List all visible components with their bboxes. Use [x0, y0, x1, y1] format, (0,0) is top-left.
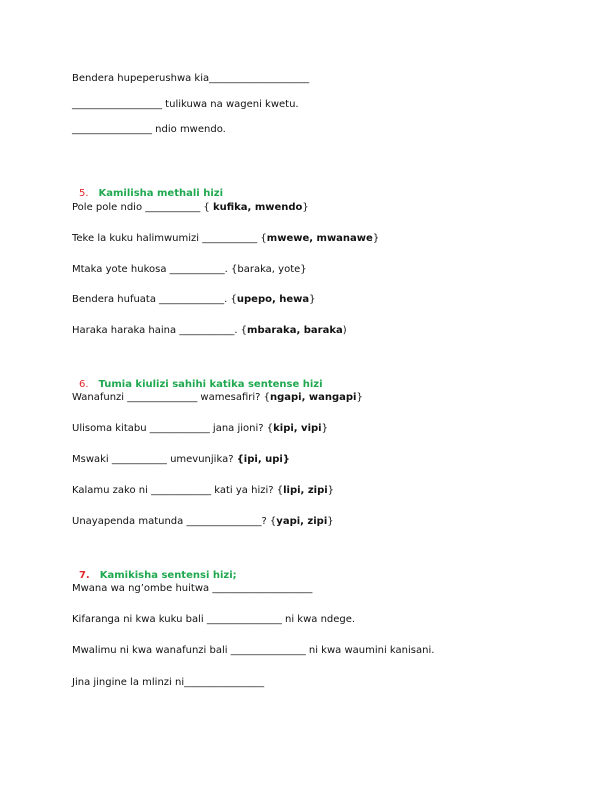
- section-5-item-5: Haraka haraka haina ___________. {mbaraka, baraka): [72, 325, 347, 336]
- section-7-item-3: Mwalimu ni kwa wanafunzi bali _______________ ni kwa waumini kanisani.: [72, 645, 435, 656]
- section-5-title: Kamilisha methali hizi: [98, 188, 223, 199]
- section-5-item-3: Mtaka yote hukosa ___________. {baraka, yote}: [72, 264, 307, 275]
- section-6-item-2: Ulisoma kitabu ____________ jana jioni? {kipi, vipi}: [72, 423, 328, 434]
- section-7-item-2: Kifaranga ni kwa kuku bali _______________ ni kwa ndege.: [72, 614, 356, 625]
- answer-options: lipi, zipi: [283, 485, 328, 496]
- section-6-heading: [72, 367, 323, 391]
- section-7-number: 7.: [78, 570, 90, 581]
- answer-options: upepo, hewa: [236, 294, 310, 305]
- section-5-item-1: Pole pole ndio ___________ { kufika, mwendo}: [72, 202, 309, 213]
- answer-options: yapi, zipi: [276, 516, 328, 527]
- section-5-item-2: Teke la kuku halimwumizi ___________ {mwewe, mwanawe}: [72, 233, 380, 244]
- section-6-item-3: Mswaki ___________ umevunjika? {ipi, upi}: [72, 454, 290, 465]
- section-6-item-5: Unayapenda matunda _______________? {yapi, zipi}: [72, 516, 334, 527]
- fill-line-2: __________________ tulikuwa na wageni kwetu.: [72, 99, 299, 110]
- section-6-number: 6.: [78, 379, 89, 390]
- fill-line-3: ________________ ndio mwendo.: [72, 124, 226, 135]
- section-6-title: Tumia kiulizi sahihi katika sentense hizi: [98, 379, 323, 390]
- answer-options: {ipi, upi}: [236, 454, 290, 465]
- fill-line-1: Bendera hupeperushwa kia____________________: [72, 73, 310, 84]
- section-7-item-1: Mwana wa ng’ombe huitwa ____________________: [72, 583, 313, 594]
- section-7-item-4: Jina jingine la mlinzi ni________________: [72, 677, 265, 688]
- answer-options: kipi, vipi: [273, 423, 322, 434]
- answer-options: mwewe, mwanawe: [266, 233, 373, 244]
- section-7-title: Kamikisha sentensi hizi;: [99, 570, 237, 581]
- section-5-number: 5.: [78, 188, 89, 199]
- section-6-item-1: Wanafunzi ______________ wamesafiri? {ngapi, wangapi}: [72, 392, 363, 403]
- section-7-heading: [72, 558, 237, 582]
- answer-options: kufika, mwendo: [212, 202, 303, 213]
- section-5-item-4: Bendera hufuata _____________. {upepo, hewa}: [72, 294, 316, 305]
- section-5-heading: [72, 176, 223, 200]
- section-6-item-4: Kalamu zako ni ____________ kati ya hizi? {lipi, zipi}: [72, 485, 335, 496]
- answer-options: ngapi, wangapi: [270, 392, 357, 403]
- answer-options: mbaraka, baraka: [247, 325, 343, 336]
